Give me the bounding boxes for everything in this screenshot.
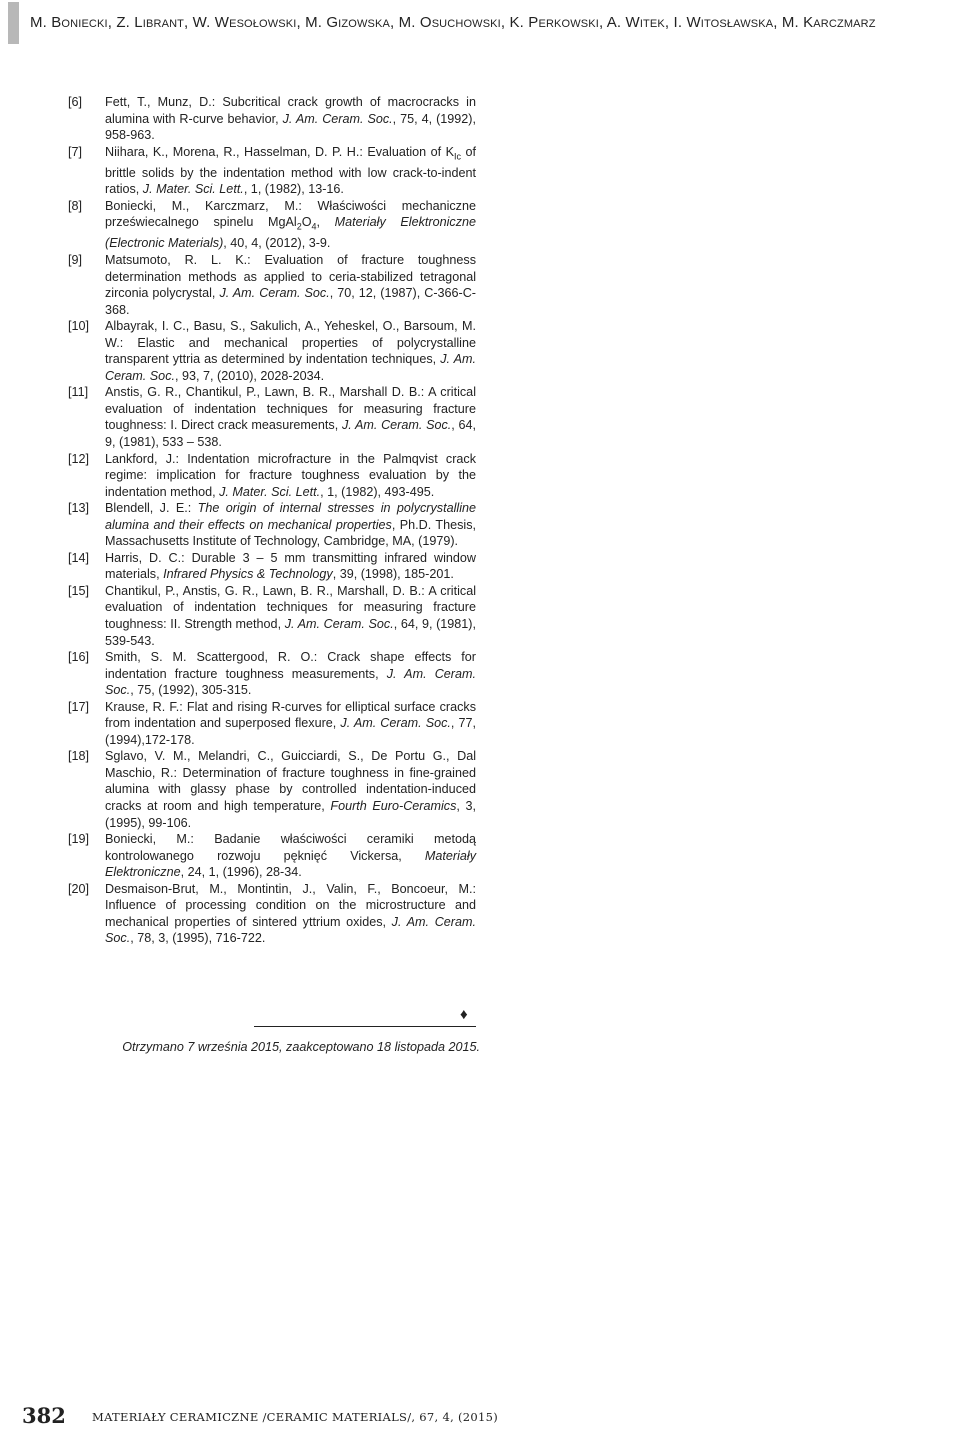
- reference-text: [105, 831, 476, 881]
- reference-segment: Harris, D. C.: Durable 3 – 5 mm transmitting infrared window materials,: [105, 550, 476, 582]
- reference-italic-segment: J. Am. Ceram. Soc.: [219, 286, 330, 301]
- reference-italic-segment: J. Am. Ceram. Soc.: [105, 352, 476, 383]
- reference-number: [20]: [68, 881, 90, 896]
- reference-italic-segment: J. Am. Ceram. Soc.: [341, 418, 452, 433]
- reference-text: [105, 384, 476, 450]
- reference-item: [68, 451, 476, 501]
- reference-italic-segment: Fourth Euro-Ceramics: [330, 799, 457, 813]
- reference-number: [18]: [68, 749, 90, 764]
- reference-item: [68, 831, 476, 881]
- reference-item: [68, 318, 476, 384]
- reference-segment: , 75, (1992), 305-315.: [130, 683, 252, 698]
- reference-italic-segment: J. Am. Ceram. Soc.: [282, 111, 393, 126]
- end-of-article-diamond-icon: ♦: [460, 1006, 468, 1023]
- reference-segment: Sglavo, V. M., Melandri, C., Guicciardi, S., De Portu G., Dal Maschio, R.: Determination of fracture toughness in fine-grained alumina with glassy phase by controlled indentation-induced cracks at room and high temperature,: [105, 749, 476, 813]
- reference-item: [68, 252, 476, 318]
- reference-italic-segment: Materiały Elektroniczne (Electronic Materials): [105, 215, 476, 251]
- reference-number: [19]: [68, 832, 90, 847]
- reference-segment: , 64, 9, (1981), 533 – 538.: [105, 418, 476, 449]
- reference-segment: Krause, R. F.: Flat and rising R-curves for elliptical surface cracks from indentation and superposed flexure,: [105, 699, 476, 731]
- reference-number: [17]: [68, 699, 90, 714]
- reference-number: [14]: [68, 550, 90, 565]
- reference-segment: , 24, 1, (1996), 28-34.: [180, 865, 302, 880]
- reference-segment: Albayrak, I. C., Basu, S., Sakulich, A., Yeheskel, O., Barsoum, M. W.: Elastic and mechanical properties of polycrystalline transparent yttria as determined by indentation techniques,: [105, 319, 476, 367]
- reference-text: [105, 318, 476, 384]
- reference-italic-segment: J. Am. Ceram. Soc.: [105, 666, 476, 698]
- reference-text: [105, 881, 476, 947]
- page-number: 382: [22, 1403, 66, 1428]
- reference-item: [68, 583, 476, 649]
- reference-item: [68, 649, 476, 699]
- reference-italic-segment: J. Am. Ceram. Soc.: [284, 616, 394, 631]
- reference-segment: O: [301, 215, 312, 230]
- reference-item: [68, 748, 476, 831]
- header-authors: M. Boniecki, Z. Librant, W. Wesołowski, M. Gizowska, M. Osuchowski, K. Perkowski, A. Witek, I. Witosławska, M. Karczmarz: [30, 14, 876, 31]
- reference-segment: , 77, (1994),172-178.: [105, 716, 476, 747]
- reference-number: [15]: [68, 583, 90, 598]
- reference-number: [6]: [68, 95, 83, 109]
- reference-text: [105, 94, 476, 144]
- reference-text: [105, 583, 476, 649]
- reference-item: [68, 198, 476, 252]
- reference-text: [105, 252, 476, 318]
- reference-segment: Fett, T., Munz, D.: Subcritical crack growth of macrocracks in alumina with R-curve behavior,: [105, 95, 476, 126]
- reference-segment: Boniecki, M., Karczmarz, M.: Właściwości mechaniczne przeświecalnego spinelu MgAl: [105, 198, 476, 230]
- reference-segment: Desmaison-Brut, M., Montintin, J., Valin, F., Boncoeur, M.: Influence of processing condition on the microstructure and mechanical properties of sintered yttrium oxides,: [105, 881, 476, 929]
- reference-italic-segment: Materiały Elektroniczne: [105, 848, 476, 880]
- reference-item: [68, 881, 476, 947]
- reference-segment: , 39, (1998), 185-201.: [332, 567, 454, 582]
- reference-segment: Ic: [454, 151, 462, 162]
- reference-number: [9]: [68, 252, 83, 267]
- reference-list: [68, 94, 476, 947]
- reference-text: [105, 451, 476, 501]
- reference-segment: ,: [316, 215, 335, 230]
- reference-segment: , 75, 4, (1992), 958-963.: [105, 111, 476, 143]
- reference-text: [105, 550, 476, 583]
- reference-segment: Niihara, K., Morena, R., Hasselman, D. P. H.: Evaluation of K: [105, 144, 454, 159]
- reference-item: [68, 699, 476, 749]
- reference-number: [16]: [68, 650, 90, 665]
- reference-segment: Chantikul, P., Anstis, G. R., Lawn, B. R., Marshall, D. B.: A critical evaluation of indentation techniques for measuring fracture toughness: II. Strength method,: [105, 583, 476, 631]
- reference-number: [13]: [68, 501, 90, 516]
- header-accent-bar: [8, 2, 19, 44]
- reference-segment: Anstis, G. R., Chantikul, P., Lawn, B. R., Marshall D. B.: A critical evaluation of indentation techniques for measuring fracture toughness: I. Direct crack measurements,: [105, 385, 476, 433]
- reference-segment: , 64, 9, (1981), 539-543.: [105, 616, 476, 648]
- journal-footer: MATERIAŁY CERAMICZNE /CERAMIC MATERIALS/, 67, 4, (2015): [92, 1410, 499, 1424]
- reference-italic-segment: J. Mater. Sci. Lett.: [219, 484, 321, 499]
- end-rule: [254, 1026, 476, 1027]
- reference-number: [10]: [68, 319, 90, 334]
- reference-italic-segment: Infrared Physics & Technology: [163, 567, 333, 582]
- reference-segment: , 1, (1982), 13-16.: [243, 182, 344, 197]
- reference-segment: 2: [296, 221, 302, 232]
- reference-segment: Blendell, J. E.:: [105, 501, 198, 516]
- reference-text: [105, 699, 476, 749]
- reference-italic-segment: The origin of internal stresses in polycrystalline alumina and their effects on mechanical properties: [105, 501, 476, 532]
- reference-segment: Matsumoto, R. L. K.: Evaluation of fracture toughness determination methods as applied to ceria-stabilized tetragonal zirconia polycrystal,: [105, 252, 476, 301]
- reference-number: [12]: [68, 451, 90, 466]
- reference-segment: , 40, 4, (2012), 3-9.: [223, 236, 331, 251]
- reference-text: [105, 198, 476, 252]
- reference-segment: 4: [311, 221, 317, 232]
- reference-text: [105, 748, 476, 831]
- reference-number: [8]: [68, 198, 83, 213]
- reference-text: [105, 649, 476, 699]
- reference-item: [68, 144, 476, 198]
- reference-segment: , 78, 3, (1995), 716-722.: [130, 931, 266, 946]
- received-note: Otrzymano 7 września 2015, zaakceptowano 18 listopada 2015.: [122, 1040, 480, 1054]
- reference-item: [68, 550, 476, 583]
- reference-text: [105, 500, 476, 550]
- reference-segment: , 3, (1995), 99-106.: [105, 799, 476, 830]
- reference-item: [68, 384, 476, 450]
- reference-segment: of brittle solids by the indentation method with low crack-to-indent ratios,: [105, 144, 476, 197]
- reference-segment: Lankford, J.: Indentation microfracture in the Palmqvist crack regime: implication for fracture toughness evaluation by the indentation method,: [105, 451, 476, 499]
- reference-item: [68, 94, 476, 144]
- reference-text: [105, 144, 476, 198]
- reference-italic-segment: J. Am. Ceram. Soc.: [340, 716, 451, 731]
- reference-segment: , 1, (1982), 493-495.: [320, 484, 435, 499]
- reference-italic-segment: J. Mater. Sci. Lett.: [142, 182, 244, 197]
- reference-number: [11]: [68, 385, 89, 400]
- reference-item: [68, 500, 476, 550]
- reference-segment: Smith, S. M. Scattergood, R. O.: Crack shape effects for indentation fracture toughness measurements,: [105, 650, 476, 681]
- running-header: [0, 0, 960, 52]
- reference-italic-segment: J. Am. Ceram. Soc.: [105, 914, 476, 946]
- reference-segment: , 70, 12, (1987), C-366-C-368.: [105, 286, 477, 317]
- reference-segment: , Ph.D. Thesis, Massachusetts Institute of Technology, Cambridge, MA, (1979).: [105, 517, 477, 549]
- reference-segment: Boniecki, M.: Badanie właściwości ceramiki metodą kontrolowanego rozwoju pęknięć Vickersa,: [105, 832, 476, 863]
- reference-number: [7]: [68, 144, 83, 159]
- reference-segment: , 93, 7, (2010), 2028-2034.: [175, 368, 325, 383]
